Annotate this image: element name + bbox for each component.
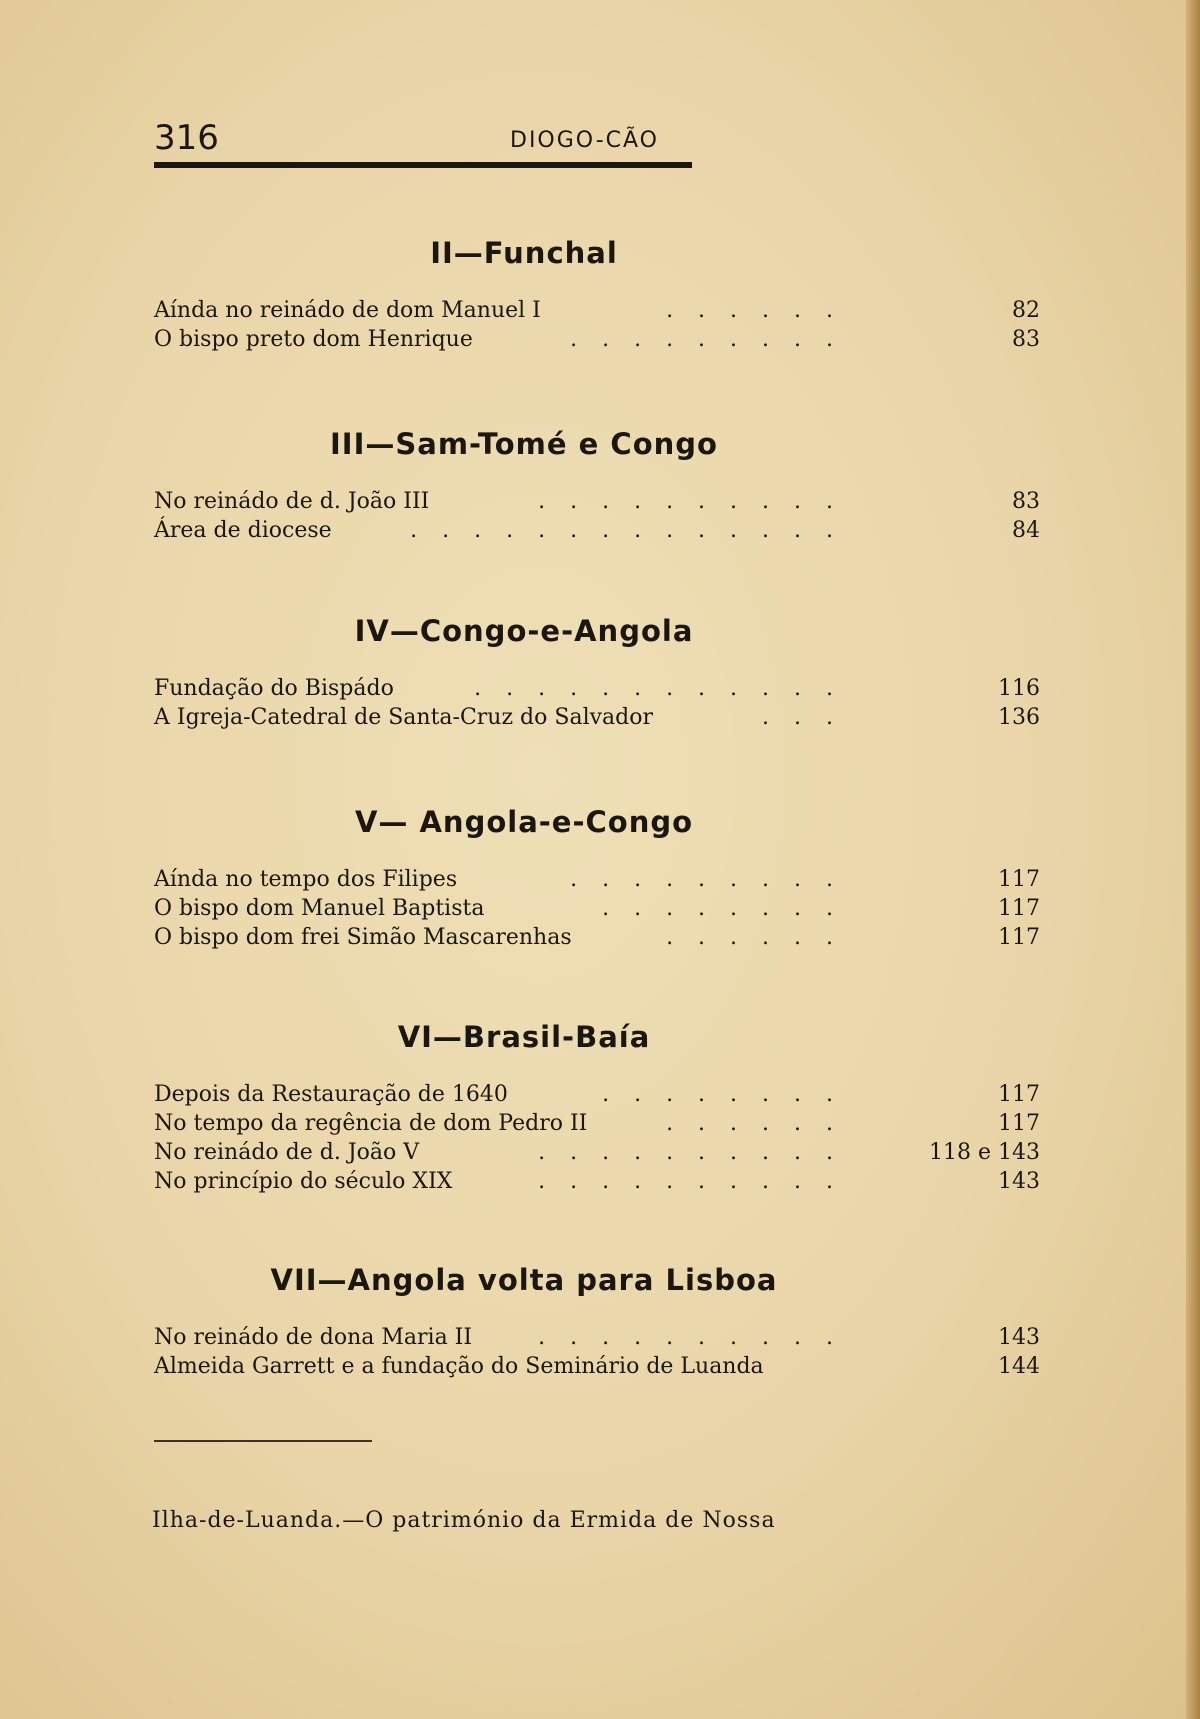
entry-page: 144 bbox=[998, 1354, 1040, 1379]
entry-title: A Igreja-Catedral de Santa-Cruz do Salvador bbox=[154, 705, 653, 730]
entry-title: O bispo preto dom Henrique bbox=[154, 327, 473, 352]
section-title: II—Funchal bbox=[430, 236, 618, 270]
entry-page: 136 bbox=[998, 705, 1040, 730]
entry-leader: . . . . . . . . . . bbox=[538, 489, 842, 514]
entry-leader: . . . bbox=[762, 705, 842, 730]
toc-entry bbox=[154, 703, 1040, 732]
entry-leader: . . . . . . bbox=[666, 298, 842, 323]
entry-leader: . . . . . . bbox=[666, 1111, 842, 1136]
entry-page: 143 bbox=[998, 1325, 1040, 1350]
entry-page: 118 e 143 bbox=[929, 1140, 1040, 1165]
entry-title: No reinádo de dona Maria II bbox=[154, 1325, 473, 1350]
entry-page: 117 bbox=[998, 925, 1040, 950]
entry-page: 83 bbox=[1012, 327, 1040, 352]
toc-entry bbox=[154, 1080, 1040, 1109]
toc-entry bbox=[154, 1109, 1040, 1138]
section-title: IV—Congo-e-Angola bbox=[354, 614, 694, 648]
section-title: III—Sam-Tomé e Congo bbox=[330, 427, 718, 461]
entry-leader: . . . . . . . . . bbox=[570, 867, 842, 892]
section-brasil-baia bbox=[154, 1020, 1040, 1196]
entry-title: Almeida Garrett e a fundação do Seminário de Luanda bbox=[154, 1354, 764, 1379]
entry-title: Depois da Restauração de 1640 bbox=[154, 1082, 508, 1107]
section-funchal bbox=[154, 236, 1040, 354]
section-title: VII—Angola volta para Lisboa bbox=[270, 1263, 778, 1297]
entry-title: No tempo da regência de dom Pedro II bbox=[154, 1111, 588, 1136]
footnote-rule bbox=[154, 1440, 372, 1442]
entry-page: 117 bbox=[998, 1082, 1040, 1107]
page-edge bbox=[1186, 0, 1200, 1719]
section-title: VI—Brasil-Baía bbox=[397, 1020, 651, 1054]
entry-leader: . . . . . . bbox=[666, 925, 842, 950]
entry-title: Fundação do Bispádo bbox=[154, 676, 394, 701]
entry-title: Área de diocese bbox=[154, 518, 332, 543]
entry-page: 82 bbox=[1012, 298, 1040, 323]
section-angola-congo bbox=[154, 805, 1040, 952]
entry-leader: . . . . . . . . bbox=[602, 1082, 842, 1107]
entry-title: No reinádo de d. João V bbox=[154, 1140, 420, 1165]
toc-entry bbox=[154, 516, 1040, 545]
entry-page: 117 bbox=[998, 896, 1040, 921]
toc-entry bbox=[154, 865, 1040, 894]
toc-entry bbox=[154, 674, 1040, 703]
entry-title: O bispo dom Manuel Baptista bbox=[154, 896, 485, 921]
entry-page: 117 bbox=[998, 867, 1040, 892]
entry-page: 84 bbox=[1012, 518, 1040, 543]
entry-page: 116 bbox=[998, 676, 1040, 701]
entry-page: 117 bbox=[998, 1111, 1040, 1136]
entry-page: 83 bbox=[1012, 489, 1040, 514]
entry-leader: . . . . . . . . . . bbox=[538, 1140, 842, 1165]
section-congo-angola bbox=[154, 614, 1040, 732]
entry-leader: . . . . . . . . . . bbox=[538, 1169, 842, 1194]
toc-entry bbox=[154, 1323, 1040, 1352]
footer-text: Ilha-de-Luanda.—O património da Ermida de Nossa bbox=[152, 1508, 776, 1533]
entry-title: No princípio do século XIX bbox=[154, 1169, 453, 1194]
entry-title: O bispo dom frei Simão Mascarenhas bbox=[154, 925, 572, 950]
section-sam-tome bbox=[154, 427, 1040, 545]
entry-title: Aínda no tempo dos Filipes bbox=[154, 867, 458, 892]
page-number: 316 bbox=[154, 118, 219, 158]
header-rule bbox=[154, 162, 692, 168]
entry-leader: . . . . . . . . . . bbox=[538, 1325, 842, 1350]
running-title: DIOGO-CÃO bbox=[510, 128, 660, 153]
entry-title: No reinádo de d. João III bbox=[154, 489, 430, 514]
toc-entry bbox=[154, 923, 1040, 952]
running-header bbox=[154, 118, 692, 158]
toc-entry bbox=[154, 296, 1040, 325]
entry-leader: . . . . . . . . . bbox=[570, 327, 842, 352]
section-title: V— Angola-e-Congo bbox=[354, 805, 694, 839]
entry-title: Aínda no reinádo de dom Manuel I bbox=[154, 298, 541, 323]
toc-entry bbox=[154, 487, 1040, 516]
toc-entry bbox=[154, 325, 1040, 354]
toc-entry bbox=[154, 894, 1040, 923]
entry-leader: . . . . . . . . . . . . bbox=[474, 676, 842, 701]
toc-entry bbox=[154, 1138, 1040, 1167]
toc-entry bbox=[154, 1167, 1040, 1196]
section-angola-lisboa bbox=[154, 1263, 1040, 1381]
toc-entry bbox=[154, 1352, 1040, 1381]
entry-leader: . . . . . . . . . . . . . . bbox=[410, 518, 842, 543]
entry-page: 143 bbox=[998, 1169, 1040, 1194]
entry-leader: . . . . . . . . bbox=[602, 896, 842, 921]
